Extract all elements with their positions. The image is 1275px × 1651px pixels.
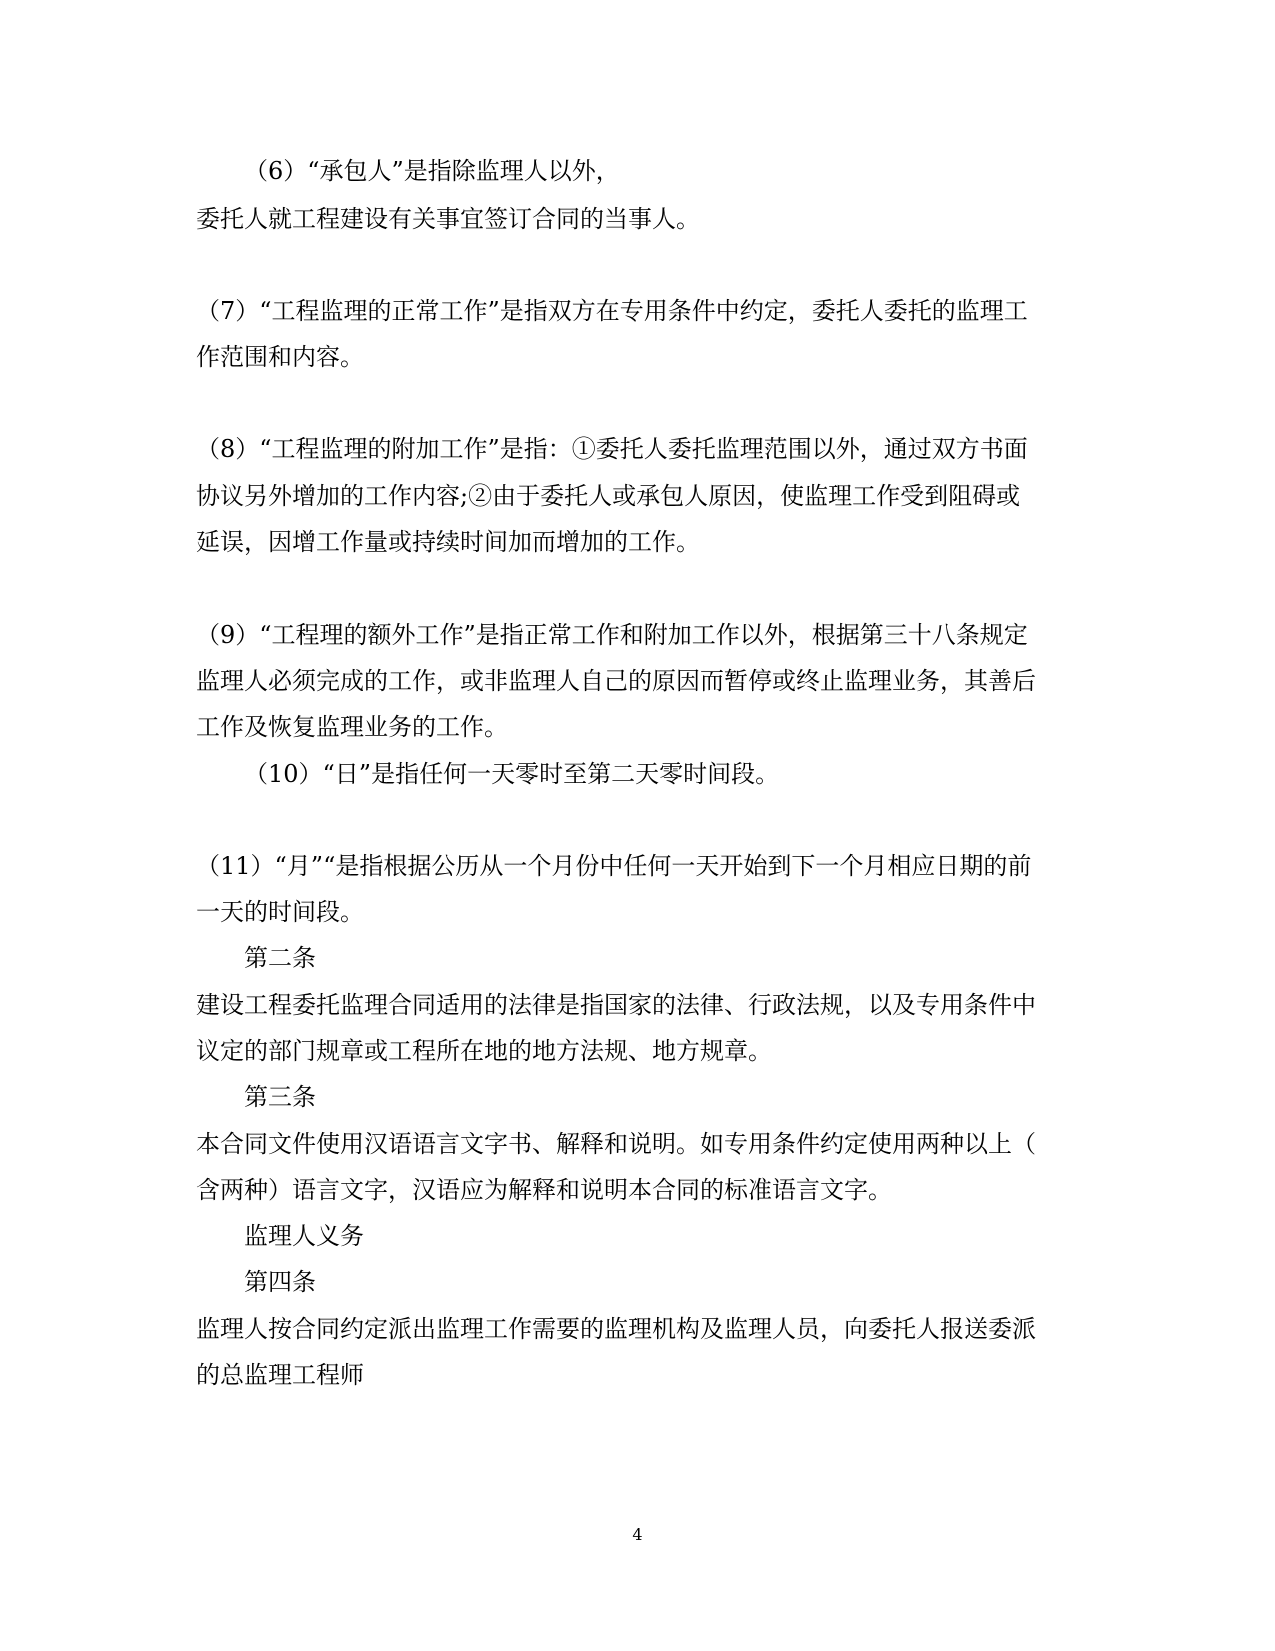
clause-9-line-2: 监理人必须完成的工作，或非监理人自己的原因而暂停或终止监理业务，其善后 — [196, 667, 1036, 695]
article-4-line-2: 的总监理工程师 — [196, 1361, 364, 1389]
article-4-line-1: 监理人按合同约定派出监理工作需要的监理机构及监理人员，向委托人报送委派 — [196, 1315, 1036, 1343]
clause-7-line-2: 作范围和内容。 — [196, 343, 364, 371]
article-2-line-1: 建设工程委托监理合同适用的法律是指国家的法律、行政法规，以及专用条件中 — [196, 991, 1036, 1019]
clause-9-line-1: （9）“工程理的额外工作”是指正常工作和附加工作以外，根据第三十八条规定 — [196, 621, 1028, 649]
article-3-line-2: 含两种）语言文字，汉语应为解释和说明本合同的标准语言文字。 — [196, 1176, 892, 1204]
article-2-line-2: 议定的部门规章或工程所在地的地方法规、地方规章。 — [196, 1037, 772, 1065]
section-heading-supervisor-obligations: 监理人义务 — [244, 1222, 364, 1250]
article-3-heading: 第三条 — [244, 1083, 316, 1111]
clause-8-line-2: 协议另外增加的工作内容;②由于委托人或承包人原因，使监理工作受到阻碍或 — [196, 482, 1021, 510]
article-3-line-1: 本合同文件使用汉语语言文字书、解释和说明。如专用条件约定使用两种以上（ — [196, 1130, 1036, 1158]
clause-11-line-2: 一天的时间段。 — [196, 898, 364, 926]
clause-8-line-1: （8）“工程监理的附加工作”是指：①委托人委托监理范围以外，通过双方书面 — [196, 435, 1028, 463]
clause-6-line-2: 委托人就工程建设有关事宜签订合同的当事人。 — [196, 205, 700, 233]
page-number: 4 — [632, 1525, 643, 1544]
clause-9-line-3: 工作及恢复监理业务的工作。 — [196, 713, 508, 741]
clause-7-line-1: （7）“工程监理的正常工作”是指双方在专用条件中约定，委托人委托的监理工 — [196, 297, 1028, 325]
clause-11-line-1: （11）“月”“是指根据公历从一个月份中任何一天开始到下一个月相应日期的前 — [196, 852, 1032, 880]
clause-8-line-3: 延误，因增工作量或持续时间加而增加的工作。 — [196, 528, 700, 556]
article-2-heading: 第二条 — [244, 944, 316, 972]
clause-6-line-1: （6）“承包人”是指除监理人以外， — [244, 157, 620, 185]
clause-10-line-1: （10）“日”是指任何一天零时至第二天零时间段。 — [244, 760, 780, 788]
article-4-heading: 第四条 — [244, 1268, 316, 1296]
